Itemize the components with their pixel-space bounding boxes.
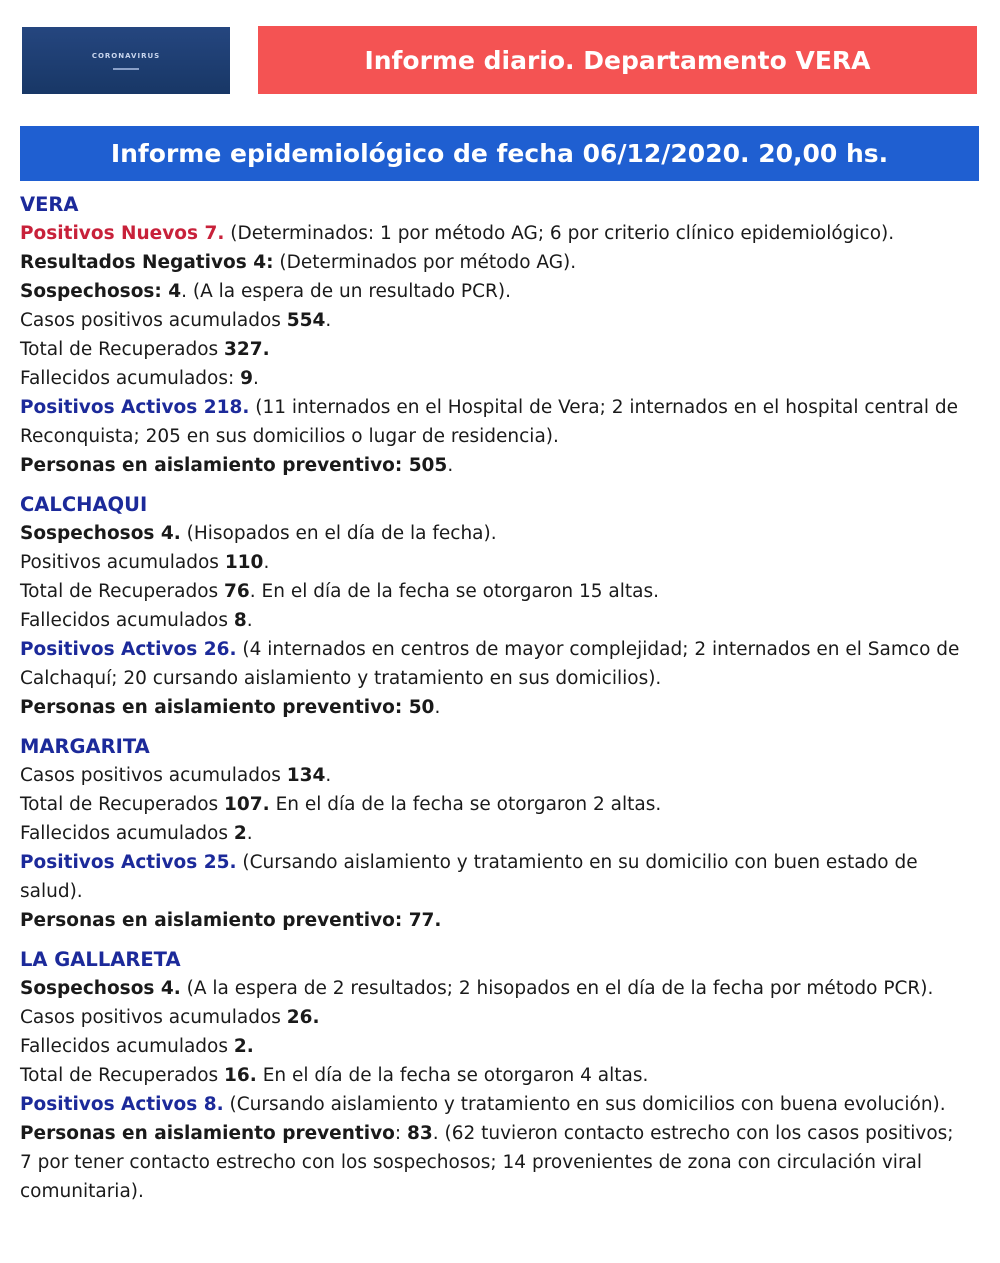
margarita-positivos-activos: [20, 848, 970, 906]
label-positivos-nuevos: Positivos Nuevos 7.: [20, 223, 225, 244]
report-title-banner: [258, 26, 977, 94]
value-text: 110: [224, 552, 264, 573]
section-title-calchaqui: CALCHAQUI: [20, 493, 148, 516]
detail-text: En el día de la fecha se otorgaron 4 altas.: [256, 1065, 649, 1086]
detail-text: (Cursando aislamiento y tratamiento en sus domicilios con buena evolución).: [223, 1094, 946, 1115]
coronavirus-logo: [22, 27, 230, 94]
margarita-positivos-acumulados: [20, 761, 970, 790]
punct-text: .: [434, 697, 441, 718]
value-text: 327.: [224, 339, 270, 360]
label-text: Casos positivos acumulados: [20, 765, 287, 786]
report-date-title: Informe epidemiológico de fecha 06/12/2020. 20,00 hs.: [110, 139, 889, 168]
calchaqui-sospechosos: [20, 519, 970, 548]
label-text: Total de Recuperados: [20, 339, 225, 360]
punct-text: .: [325, 310, 332, 331]
detail-text: En el día de la fecha se otorgaron 2 altas.: [269, 794, 662, 815]
label-sospechosos: Sospechosos: 4: [20, 281, 182, 302]
label-sospechosos: Sospechosos 4.: [20, 978, 181, 999]
value-text: 9: [240, 368, 253, 389]
vera-sospechosos: [20, 277, 970, 306]
label-aislamiento: Personas en aislamiento preventivo: 77.: [20, 910, 442, 931]
detail-text: (4 internados en centros de mayor complejidad; 2 internados en el Samco de Calchaquí; 20 cursando aislamiento y tratamiento en sus domicilios).: [20, 639, 960, 689]
section-margarita: [20, 732, 970, 935]
label-text: Fallecidos acumulados: [20, 1036, 234, 1057]
vera-positivos-activos: [20, 393, 970, 451]
value-text: 554: [286, 310, 326, 331]
calchaqui-positivos-activos: [20, 635, 970, 693]
vera-resultados-negativos: [20, 248, 970, 277]
label-text: Fallecidos acumulados: [20, 823, 234, 844]
label-text: Total de Recuperados: [20, 794, 225, 815]
punct-text: .: [246, 823, 253, 844]
calchaqui-positivos-acumulados: [20, 548, 970, 577]
value-text: 134: [286, 765, 326, 786]
detail-text: . En el día de la fecha se otorgaron 15 altas.: [249, 581, 660, 602]
margarita-aislamiento: [20, 906, 970, 935]
detail-text: (Determinados: 1 por método AG; 6 por criterio clínico epidemiológico).: [224, 223, 895, 244]
report-date-banner: [20, 126, 979, 181]
value-text: 26.: [286, 1007, 320, 1028]
gallareta-aislamiento: [20, 1119, 970, 1206]
label-aislamiento: Personas en aislamiento preventivo: 505: [20, 455, 448, 476]
detail-text: (Cursando aislamiento y tratamiento en su domicilio con buen estado de salud).: [20, 852, 918, 902]
value-text: 2: [233, 823, 247, 844]
value-text: 2.: [233, 1036, 254, 1057]
detail-text: (Hisopados en el día de la fecha).: [180, 523, 497, 544]
vera-recuperados: [20, 335, 970, 364]
label-text: Total de Recuperados: [20, 581, 225, 602]
label-aislamiento: Personas en aislamiento preventivo: [20, 1123, 395, 1144]
value-text: 76: [224, 581, 250, 602]
calchaqui-recuperados: [20, 577, 970, 606]
label-sospechosos: Sospechosos 4.: [20, 523, 181, 544]
label-text: Casos positivos acumulados: [20, 310, 287, 331]
report-title: Informe diario. Departamento VERA: [364, 45, 871, 75]
detail-text: (Determinados por método AG).: [273, 252, 577, 273]
logo-divider: [113, 68, 139, 70]
punct-text: .: [246, 610, 253, 631]
label-aislamiento: Personas en aislamiento preventivo: 50: [20, 697, 435, 718]
value-text: 16.: [224, 1065, 257, 1086]
label-text: Positivos acumulados: [20, 552, 225, 573]
detail-text: (11 internados en el Hospital de Vera; 2 internados en el hospital central de Reconquista; 205 en sus domicilios o lugar de residencia).: [20, 397, 958, 447]
punct-text: .: [263, 552, 270, 573]
punct-text: .: [252, 368, 259, 389]
value-text: 83: [406, 1123, 433, 1144]
detail-text: . (62 tuvieron contacto estrecho con los casos positivos; 7 por tener contacto estrecho con los sospechosos; 14 provenientes de zona con circulación viral comunitaria).: [20, 1123, 954, 1202]
section-title-margarita: MARGARITA: [20, 735, 150, 758]
value-text: 8: [233, 610, 247, 631]
value-text: 107.: [224, 794, 270, 815]
punct-text: .: [447, 455, 454, 476]
logo-text: CORONAVIRUS: [91, 51, 161, 60]
margarita-fallecidos: [20, 819, 970, 848]
calchaqui-aislamiento: [20, 693, 970, 722]
gallareta-positivos-activos: [20, 1090, 970, 1119]
label-text: Fallecidos acumulados:: [20, 368, 241, 389]
label-positivos-activos: Positivos Activos 8.: [20, 1094, 224, 1115]
vera-positivos-nuevos: [20, 219, 970, 248]
punct-text: :: [394, 1123, 407, 1144]
vera-fallecidos: [20, 364, 970, 393]
detail-text: . (A la espera de un resultado PCR).: [181, 281, 511, 302]
gallareta-recuperados: [20, 1061, 970, 1090]
report-content: [20, 190, 970, 1216]
detail-text: (A la espera de 2 resultados; 2 hisopados en el día de la fecha por método PCR).: [180, 978, 934, 999]
margarita-recuperados: [20, 790, 970, 819]
section-title-la-gallareta: LA GALLARETA: [20, 948, 181, 971]
label-text: Total de Recuperados: [20, 1065, 225, 1086]
calchaqui-fallecidos: [20, 606, 970, 635]
label-positivos-activos: Positivos Activos 26.: [20, 639, 237, 660]
label-positivos-activos: Positivos Activos 218.: [20, 397, 250, 418]
vera-aislamiento: [20, 451, 970, 480]
label-resultados-negativos: Resultados Negativos 4:: [20, 252, 274, 273]
section-la-gallareta: [20, 945, 970, 1206]
section-vera: [20, 190, 970, 480]
label-positivos-activos: Positivos Activos 25.: [20, 852, 237, 873]
label-text: Casos positivos acumulados: [20, 1007, 287, 1028]
section-calchaqui: [20, 490, 970, 722]
punct-text: .: [325, 765, 332, 786]
gallareta-sospechosos: [20, 974, 970, 1003]
gallareta-fallecidos: [20, 1032, 970, 1061]
vera-positivos-acumulados: [20, 306, 970, 335]
label-text: Fallecidos acumulados: [20, 610, 234, 631]
gallareta-positivos-acumulados: [20, 1003, 970, 1032]
section-title-vera: VERA: [20, 193, 79, 216]
